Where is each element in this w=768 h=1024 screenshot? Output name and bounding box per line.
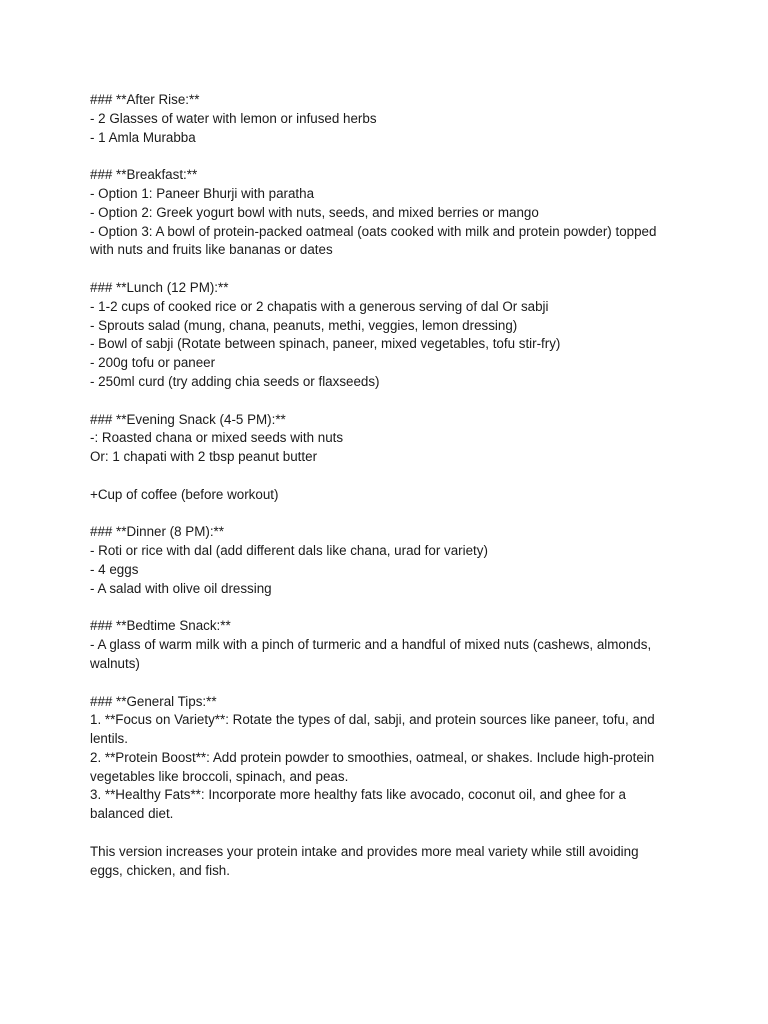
list-item-continuation: vegetables like broccoli, spinach, and peas. <box>90 768 349 784</box>
document-body <box>90 91 690 880</box>
list-item: - 2 Glasses of water with lemon or infused herbs <box>90 110 377 126</box>
list-item: - Sprouts salad (mung, chana, peanuts, methi, veggies, lemon dressing) <box>90 317 518 333</box>
section-heading-lunch: ### **Lunch (12 PM):** <box>90 279 229 295</box>
extra-note: +Cup of coffee (before workout) <box>90 486 279 502</box>
list-item: - Roti or rice with dal (add different dals like chana, urad for variety) <box>90 543 488 559</box>
section-heading-breakfast: ### **Breakfast:** <box>90 167 198 183</box>
spacer <box>90 505 690 524</box>
section-heading-general-tips: ### **General Tips:** <box>90 693 217 709</box>
list-item: -: Roasted chana or mixed seeds with nuts <box>90 430 344 446</box>
list-item: - Bowl of sabji (Rotate between spinach, paneer, mixed vegetables, tofu stir-fry) <box>90 336 561 352</box>
list-item-continuation: balanced diet. <box>90 806 174 822</box>
spacer <box>90 147 690 166</box>
list-item: - A glass of warm milk with a pinch of turmeric and a handful of mixed nuts (cashews, almonds, <box>90 637 652 653</box>
list-item: 3. **Healthy Fats**: Incorporate more healthy fats like avocado, coconut oil, and ghee for a <box>90 787 626 803</box>
list-item-continuation: with nuts and fruits like bananas or dates <box>90 242 333 258</box>
list-item: - A salad with olive oil dressing <box>90 580 272 596</box>
list-item-continuation: lentils. <box>90 731 128 747</box>
spacer <box>90 260 690 279</box>
spacer <box>90 392 690 411</box>
list-item-continuation: walnuts) <box>90 655 140 671</box>
spacer <box>90 674 690 693</box>
closing-paragraph-continuation: eggs, chicken, and fish. <box>90 862 230 878</box>
section-heading-evening-snack: ### **Evening Snack (4-5 PM):** <box>90 411 286 427</box>
list-item: - 250ml curd (try adding chia seeds or flaxseeds) <box>90 373 380 389</box>
list-item: Or: 1 chapati with 2 tbsp peanut butter <box>90 449 318 465</box>
list-item: 2. **Protein Boost**: Add protein powder to smoothies, oatmeal, or shakes. Include high-protein <box>90 749 655 765</box>
list-item: - 4 eggs <box>90 561 139 577</box>
section-heading-dinner: ### **Dinner (8 PM):** <box>90 524 224 540</box>
closing-paragraph: This version increases your protein intake and provides more meal variety while still avoiding <box>90 843 639 859</box>
list-item: - 200g tofu or paneer <box>90 355 216 371</box>
list-item: 1. **Focus on Variety**: Rotate the types of dal, sabji, and protein sources like paneer, tofu, and <box>90 712 655 728</box>
list-item: - 1 Amla Murabba <box>90 129 196 145</box>
list-item: - Option 1: Paneer Bhurji with paratha <box>90 185 315 201</box>
list-item: - Option 3: A bowl of protein-packed oatmeal (oats cooked with milk and protein powder) topped <box>90 223 657 239</box>
spacer <box>90 824 690 843</box>
list-item: - Option 2: Greek yogurt bowl with nuts, seeds, and mixed berries or mango <box>90 204 539 220</box>
section-heading-after-rise: ### **After Rise:** <box>90 92 200 107</box>
list-item: - 1-2 cups of cooked rice or 2 chapatis with a generous serving of dal Or sabji <box>90 298 549 314</box>
section-heading-bedtime-snack: ### **Bedtime Snack:** <box>90 618 231 634</box>
spacer <box>90 467 690 486</box>
spacer <box>90 599 690 618</box>
